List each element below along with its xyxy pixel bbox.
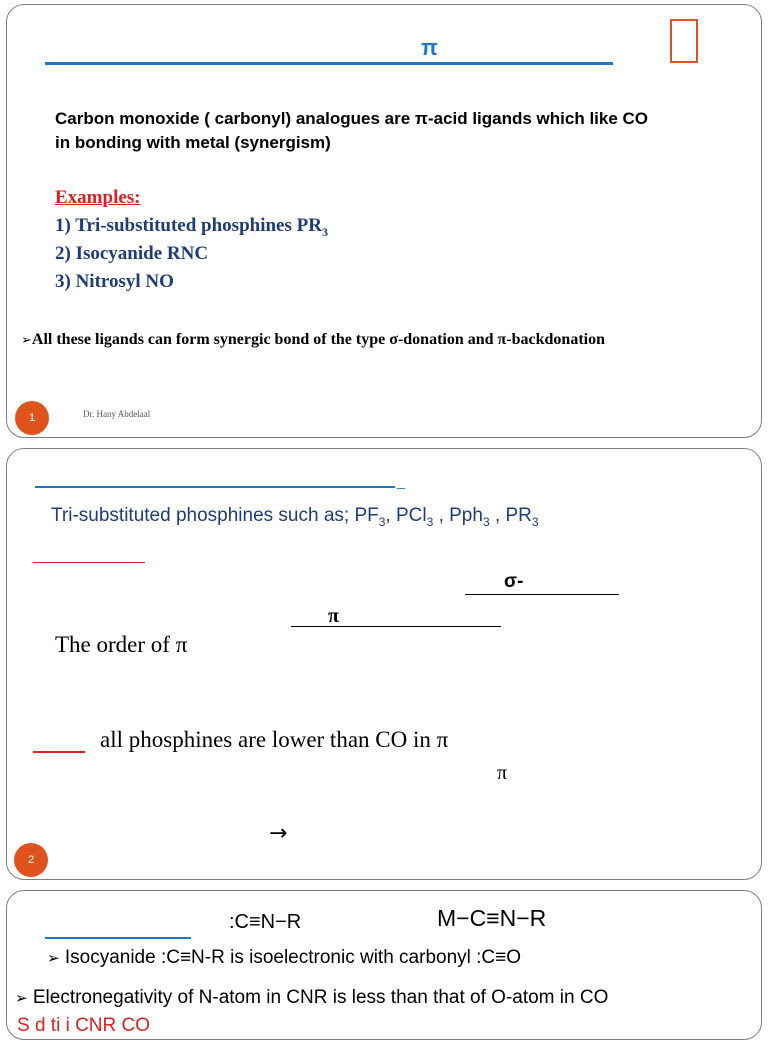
slide-2 bbox=[6, 448, 762, 880]
phosphines-part: Tri-substituted phosphines such as; PF bbox=[51, 505, 379, 526]
heading-rule bbox=[35, 486, 395, 488]
isocyanide-formula: :C≡N−R bbox=[229, 911, 302, 933]
subscript: 3 bbox=[426, 514, 434, 529]
phosphines-part: , Pph bbox=[433, 505, 483, 526]
subscript: 3 bbox=[531, 514, 539, 529]
intro-line-2: in bonding with metal (synergism) bbox=[55, 133, 331, 152]
example-number: 3) bbox=[55, 271, 71, 292]
phosphines-line bbox=[51, 505, 539, 529]
lower-text: all phosphines are lower than CO in π bbox=[100, 727, 449, 752]
sigma-label: σ- bbox=[504, 571, 524, 592]
example-subscript: 3 bbox=[321, 224, 328, 239]
arrow-bullet-icon: ➢ bbox=[47, 949, 60, 967]
bullet-text: Isocyanide :C≡N-R is isoelectronic with carbonyl :C≡O bbox=[64, 947, 522, 968]
order-text: The order of π bbox=[55, 632, 188, 657]
subscript: 3 bbox=[482, 514, 490, 529]
example-number: 1) bbox=[55, 215, 71, 236]
author-footer: Dr. Hany Abdelaal bbox=[83, 409, 151, 419]
metal-isocyanide-formula: M−C≡N−R bbox=[437, 905, 547, 931]
example-text: Nitrosyl NO bbox=[75, 271, 174, 292]
example-number: 2) bbox=[55, 243, 71, 264]
heading-rule bbox=[45, 937, 191, 939]
slide-1 bbox=[6, 4, 762, 438]
example-3 bbox=[55, 271, 174, 293]
pi-plain-label: π bbox=[497, 762, 508, 784]
red-short-rule bbox=[33, 751, 85, 753]
title-symbol: π bbox=[421, 35, 438, 60]
arrow-bullet-icon: ➢ bbox=[15, 989, 28, 1007]
subscript: 3 bbox=[378, 514, 386, 529]
missing-glyph-box bbox=[670, 19, 698, 63]
example-1 bbox=[55, 215, 328, 240]
example-text: Isocyanide RNC bbox=[75, 243, 209, 264]
red-rule bbox=[33, 562, 145, 563]
right-arrow-icon: → bbox=[269, 821, 288, 846]
bullet-cut-off: S d ti i CNR CO bbox=[17, 1015, 151, 1036]
bullet-text: All these ligands can form synergic bond of the type σ-donation and π-backdonation bbox=[31, 331, 605, 348]
pi-bold-label: π bbox=[328, 605, 339, 627]
heading-underscore: _ bbox=[397, 473, 405, 489]
page-number-badge: 1 bbox=[15, 401, 49, 435]
slide-3 bbox=[6, 890, 762, 1040]
bullet-isoelectronic bbox=[47, 947, 521, 969]
arrow-bullet-icon: ➢ bbox=[21, 333, 32, 348]
synergic-bullet bbox=[21, 331, 605, 349]
phosphines-part: , PCl bbox=[385, 505, 427, 526]
phosphines-part: , PR bbox=[489, 505, 532, 526]
example-2 bbox=[55, 243, 208, 265]
bullet-text: Electronegativity of N-atom in CNR is less than that of O-atom in CO bbox=[32, 987, 609, 1008]
title-rule bbox=[45, 62, 613, 65]
example-text: Tri-substituted phosphines PR bbox=[75, 215, 322, 236]
sigma-rule bbox=[465, 594, 619, 595]
page-number-badge: 2 bbox=[14, 843, 48, 877]
pi-rule bbox=[291, 626, 501, 627]
examples-heading: Examples: bbox=[55, 187, 141, 208]
intro-line-1: Carbon monoxide ( carbonyl) analogues are π-acid ligands which like CO bbox=[55, 109, 649, 128]
bullet-electronegativity bbox=[15, 987, 608, 1009]
